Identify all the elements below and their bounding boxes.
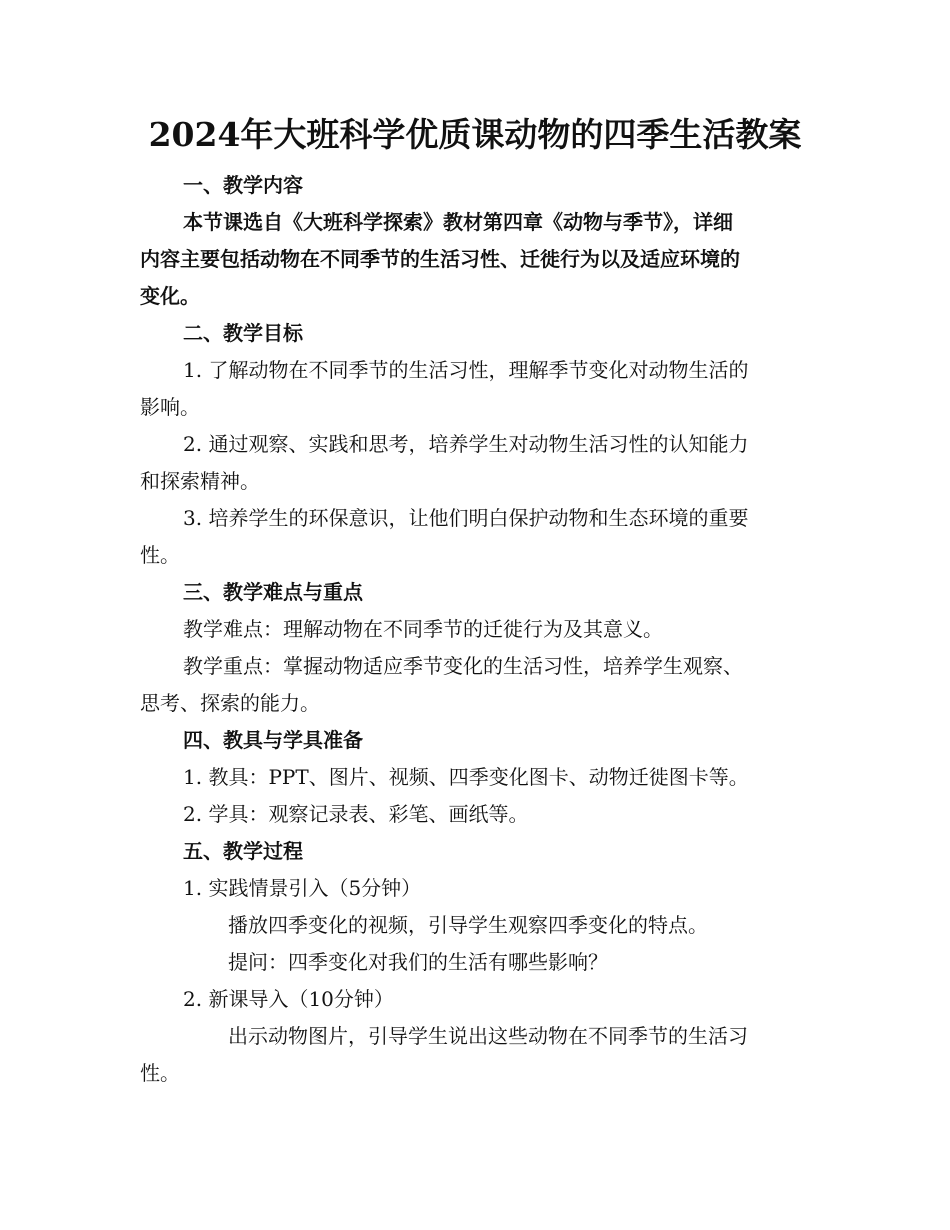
process-step-line: 出示动物图片，引导学生说出这些动物在不同季节的生活习 bbox=[228, 1024, 748, 1048]
focus-text-cont: 思考、探索的能力。 bbox=[140, 691, 320, 715]
focus-text: 教学重点：掌握动物适应季节变化的生活习性，培养学生观察、 bbox=[183, 654, 743, 678]
process-step-line: 播放四季变化的视频，引导学生观察四季变化的特点。 bbox=[228, 913, 708, 937]
goal-item: 3. 培养学生的环保意识，让他们明白保护动物和生态环境的重要 bbox=[183, 506, 749, 530]
materials-item: 1. 教具：PPT、图片、视频、四季变化图卡、动物迁徙图卡等。 bbox=[183, 765, 749, 789]
goal-item-cont: 和探索精神。 bbox=[140, 469, 260, 493]
process-step-label: 2. 新课导入（10分钟） bbox=[183, 987, 394, 1011]
section-heading-key-points: 三、教学难点与重点 bbox=[183, 580, 363, 604]
content-para-line: 变化。 bbox=[140, 284, 200, 308]
document-title: 2024年大班科学优质课动物的四季生活教案 bbox=[148, 115, 802, 154]
process-step-label: 1. 实践情景引入（5分钟） bbox=[183, 876, 422, 900]
goal-item: 2. 通过观察、实践和思考，培养学生对动物生活习性的认知能力 bbox=[183, 432, 749, 456]
goal-item: 1. 了解动物在不同季节的生活习性，理解季节变化对动物生活的 bbox=[183, 358, 749, 382]
goal-item-cont: 性。 bbox=[140, 543, 180, 567]
process-step-line: 提问：四季变化对我们的生活有哪些影响？ bbox=[228, 950, 608, 974]
section-heading-goals: 二、教学目标 bbox=[183, 321, 303, 345]
difficulty-text: 教学难点：理解动物在不同季节的迁徙行为及其意义。 bbox=[183, 617, 663, 641]
section-heading-process: 五、教学过程 bbox=[183, 839, 303, 863]
process-step-line-cont: 性。 bbox=[140, 1061, 180, 1085]
section-heading-content: 一、教学内容 bbox=[183, 173, 303, 197]
content-para-line: 本节课选自《大班科学探索》教材第四章《动物与季节》，详细 bbox=[183, 210, 733, 234]
materials-item: 2. 学具：观察记录表、彩笔、画纸等。 bbox=[183, 802, 529, 826]
goal-item-cont: 影响。 bbox=[140, 395, 200, 419]
section-heading-materials: 四、教具与学具准备 bbox=[183, 728, 363, 752]
content-para-line: 内容主要包括动物在不同季节的生活习性、迁徙行为以及适应环境的 bbox=[140, 247, 740, 271]
